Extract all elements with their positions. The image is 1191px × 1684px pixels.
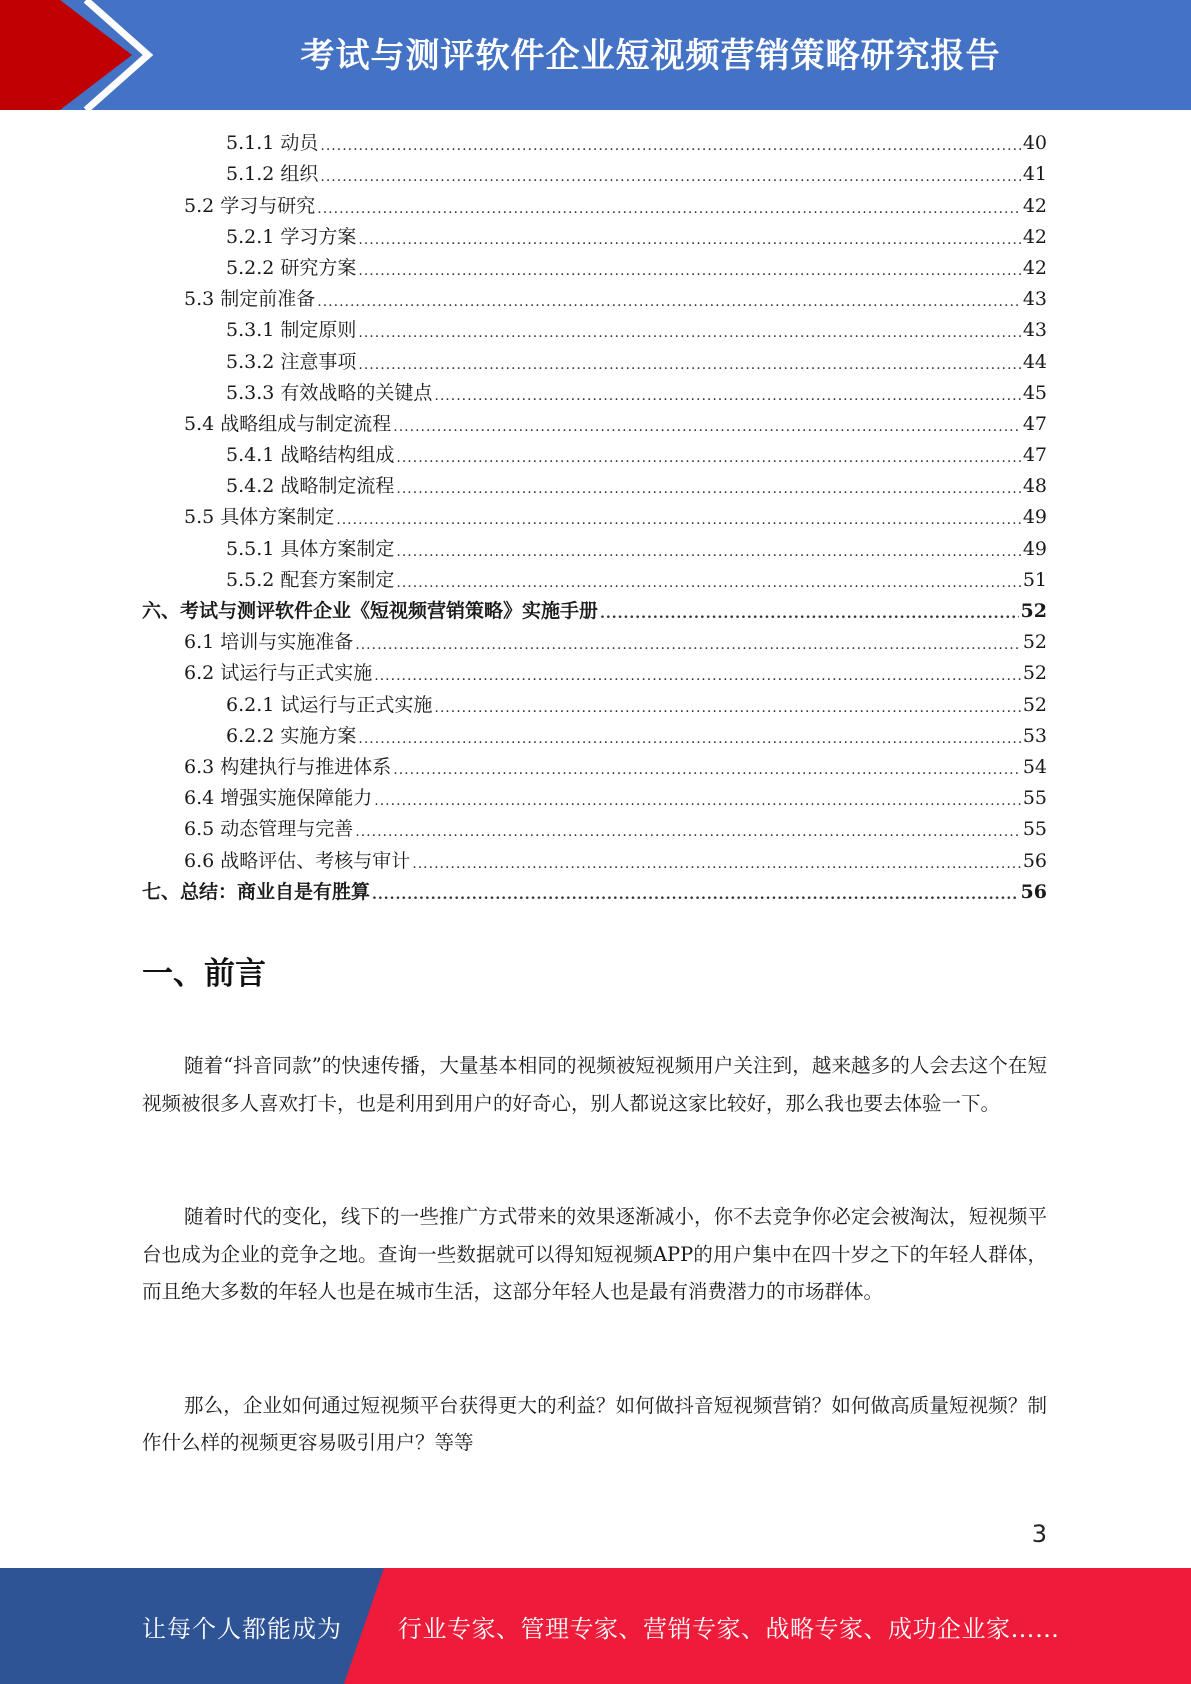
toc-entry-page: 49 xyxy=(1022,537,1047,560)
toc-leader-dots xyxy=(372,882,1019,908)
toc-entry[interactable] xyxy=(142,409,1047,440)
toc-entry[interactable] xyxy=(142,877,1047,908)
toc-entry-page: 43 xyxy=(1022,319,1047,342)
toc-entry[interactable] xyxy=(142,502,1047,533)
toc-entry-page: 52 xyxy=(1022,693,1047,716)
footer-slogan-left: 让每个人都能成为 xyxy=(142,1614,342,1643)
toc-entry[interactable] xyxy=(142,565,1047,596)
toc-leader-dots xyxy=(396,539,1020,565)
toc-entry[interactable] xyxy=(142,471,1047,502)
toc-entry[interactable] xyxy=(142,814,1047,845)
header-banner xyxy=(0,0,1191,110)
toc-entry-page: 54 xyxy=(1022,755,1047,778)
footer-banner xyxy=(0,1568,1191,1684)
toc-leader-dots xyxy=(396,445,1020,471)
toc-entry[interactable] xyxy=(142,440,1047,471)
toc-entry-page: 41 xyxy=(1022,163,1047,186)
toc-entry[interactable] xyxy=(142,128,1047,159)
toc-entry-label: 6.1 培训与实施准备 xyxy=(184,631,354,654)
toc-leader-dots xyxy=(396,476,1020,502)
toc-entry-label: 5.2.1 学习方案 xyxy=(226,225,357,248)
toc-entry-page: 56 xyxy=(1022,849,1047,872)
toc-leader-dots xyxy=(434,383,1020,409)
toc-entry-label: 5.3.3 有效战略的关键点 xyxy=(226,381,433,404)
toc-entry[interactable] xyxy=(142,845,1047,876)
toc-leader-dots xyxy=(374,788,1021,814)
toc-leader-dots xyxy=(355,632,1021,658)
toc-entry[interactable] xyxy=(142,783,1047,814)
toc-entry-label: 5.1.2 组织 xyxy=(226,163,319,186)
toc-entry-label: 5.4.2 战略制定流程 xyxy=(226,475,395,498)
toc-entry-label: 六、考试与测评软件企业《短视频营销策略》实施手册 xyxy=(142,600,599,622)
toc-entry[interactable] xyxy=(142,346,1047,377)
toc-leader-dots xyxy=(358,726,1020,752)
toc-entry-label: 5.3.1 制定原则 xyxy=(226,319,357,342)
toc-entry-page: 42 xyxy=(1022,256,1047,279)
toc-entry-page: 49 xyxy=(1022,506,1047,529)
toc-leader-dots xyxy=(434,695,1020,721)
paragraph-2: 随着时代的变化，线下的一些推广方式带来的效果逐渐减小，你不去竞争你必定会被淘汰，短视频平台也成为企业的竞争之地。查询一些数据就可以得知短视频APP的用户集中在四十岁之下的年轻人群体，而且绝大多数的年轻人也是在城市生活，这部分年轻人也是最有消费潜力的市场群体。 xyxy=(142,1205,1047,1303)
toc-entry-page: 53 xyxy=(1022,724,1047,747)
red-chevron-icon xyxy=(0,0,160,110)
toc-leader-dots xyxy=(600,601,1019,627)
toc-entry-label: 5.5.1 具体方案制定 xyxy=(226,537,395,560)
toc-entry-page: 52 xyxy=(1022,662,1047,685)
toc-entry-label: 6.2.1 试运行与正式实施 xyxy=(226,693,433,716)
toc-entry-page: 44 xyxy=(1022,350,1047,373)
toc-entry-label: 5.5.2 配套方案制定 xyxy=(226,568,395,591)
section-title: 一、前言 xyxy=(142,956,266,992)
toc-entry-label: 6.6 战略评估、考核与审计 xyxy=(184,849,411,872)
section-body xyxy=(142,1047,1047,1538)
toc-leader-dots xyxy=(358,227,1020,253)
toc-entry-label: 5.4 战略组成与制定流程 xyxy=(184,412,392,435)
toc-leader-dots xyxy=(374,663,1021,689)
toc-leader-dots xyxy=(358,320,1020,346)
toc-entry-page: 55 xyxy=(1022,818,1047,841)
toc-leader-dots xyxy=(358,352,1020,378)
toc-entry-page: 52 xyxy=(1020,600,1047,622)
toc-entry-page: 55 xyxy=(1022,787,1047,810)
toc-leader-dots xyxy=(336,507,1021,533)
toc-entry[interactable] xyxy=(142,378,1047,409)
toc-entry-label: 6.2.2 实施方案 xyxy=(226,724,357,747)
toc-entry[interactable] xyxy=(142,284,1047,315)
toc-entry-label: 5.2 学习与研究 xyxy=(184,194,316,217)
toc-entry[interactable] xyxy=(142,721,1047,752)
toc-entry[interactable] xyxy=(142,627,1047,658)
toc-entry-page: 47 xyxy=(1022,444,1047,467)
toc-entry[interactable] xyxy=(142,689,1047,720)
toc-entry-label: 5.5 具体方案制定 xyxy=(184,506,335,529)
toc-entry[interactable] xyxy=(142,596,1047,627)
toc-entry[interactable] xyxy=(142,222,1047,253)
toc-entry-label: 5.3.2 注意事项 xyxy=(226,350,357,373)
table-of-contents xyxy=(142,128,1047,908)
toc-leader-dots xyxy=(355,819,1021,845)
toc-entry[interactable] xyxy=(142,533,1047,564)
toc-entry[interactable] xyxy=(142,190,1047,221)
paragraph-3: 那么，企业如何通过短视频平台获得更大的利益？如何做抖音短视频营销？如何做高质量短视频？制作什么样的视频更容易吸引用户？等等 xyxy=(142,1393,1047,1454)
toc-entry[interactable] xyxy=(142,159,1047,190)
toc-entry-label: 6.2 试运行与正式实施 xyxy=(184,662,373,685)
toc-entry[interactable] xyxy=(142,658,1047,689)
toc-entry-label: 6.5 动态管理与完善 xyxy=(184,818,354,841)
toc-leader-dots xyxy=(412,851,1021,877)
toc-entry-page: 42 xyxy=(1022,194,1047,217)
toc-entry-label: 6.3 构建执行与推进体系 xyxy=(184,755,392,778)
toc-entry-page: 47 xyxy=(1022,412,1047,435)
toc-leader-dots xyxy=(358,258,1020,284)
toc-entry-label: 七、总结：商业自是有胜算 xyxy=(142,880,371,903)
toc-leader-dots xyxy=(317,196,1021,222)
toc-entry-label: 5.1.1 动员 xyxy=(226,132,319,155)
toc-leader-dots xyxy=(393,414,1021,440)
document-title: 考试与测评软件企业短视频营销策略研究报告 xyxy=(300,35,1001,76)
toc-entry-page: 43 xyxy=(1022,288,1047,311)
toc-entry-page: 40 xyxy=(1022,132,1047,155)
toc-leader-dots xyxy=(393,757,1021,783)
toc-entry-label: 5.4.1 战略结构组成 xyxy=(226,444,395,467)
toc-leader-dots xyxy=(396,570,1020,596)
toc-entry-page: 56 xyxy=(1020,880,1047,903)
page-number: 3 xyxy=(1031,1520,1047,1548)
toc-entry-page: 45 xyxy=(1022,381,1047,404)
toc-entry-page: 52 xyxy=(1022,631,1047,654)
toc-entry-label: 5.3 制定前准备 xyxy=(184,288,316,311)
toc-entry-label: 6.4 增强实施保障能力 xyxy=(184,787,373,810)
toc-leader-dots xyxy=(317,289,1021,315)
toc-entry[interactable] xyxy=(142,752,1047,783)
toc-entry[interactable] xyxy=(142,253,1047,284)
toc-entry-label: 5.2.2 研究方案 xyxy=(226,256,357,279)
footer-slogan-right: 行业专家、管理专家、营销专家、战略专家、成功企业家…… xyxy=(398,1614,1060,1643)
paragraph-1: 随着“抖音同款”的快速传播，大量基本相同的视频被短视频用户关注到，越来越多的人会去这个在短视频被很多人喜欢打卡，也是利用到用户的好奇心，别人都说这家比较好，那么我也要去体验一下。 xyxy=(142,1054,1047,1115)
toc-entry[interactable] xyxy=(142,315,1047,346)
toc-entry-page: 42 xyxy=(1022,225,1047,248)
toc-entry-page: 48 xyxy=(1022,475,1047,498)
toc-entry-page: 51 xyxy=(1022,568,1047,591)
toc-leader-dots xyxy=(320,164,1020,190)
toc-leader-dots xyxy=(320,133,1020,159)
